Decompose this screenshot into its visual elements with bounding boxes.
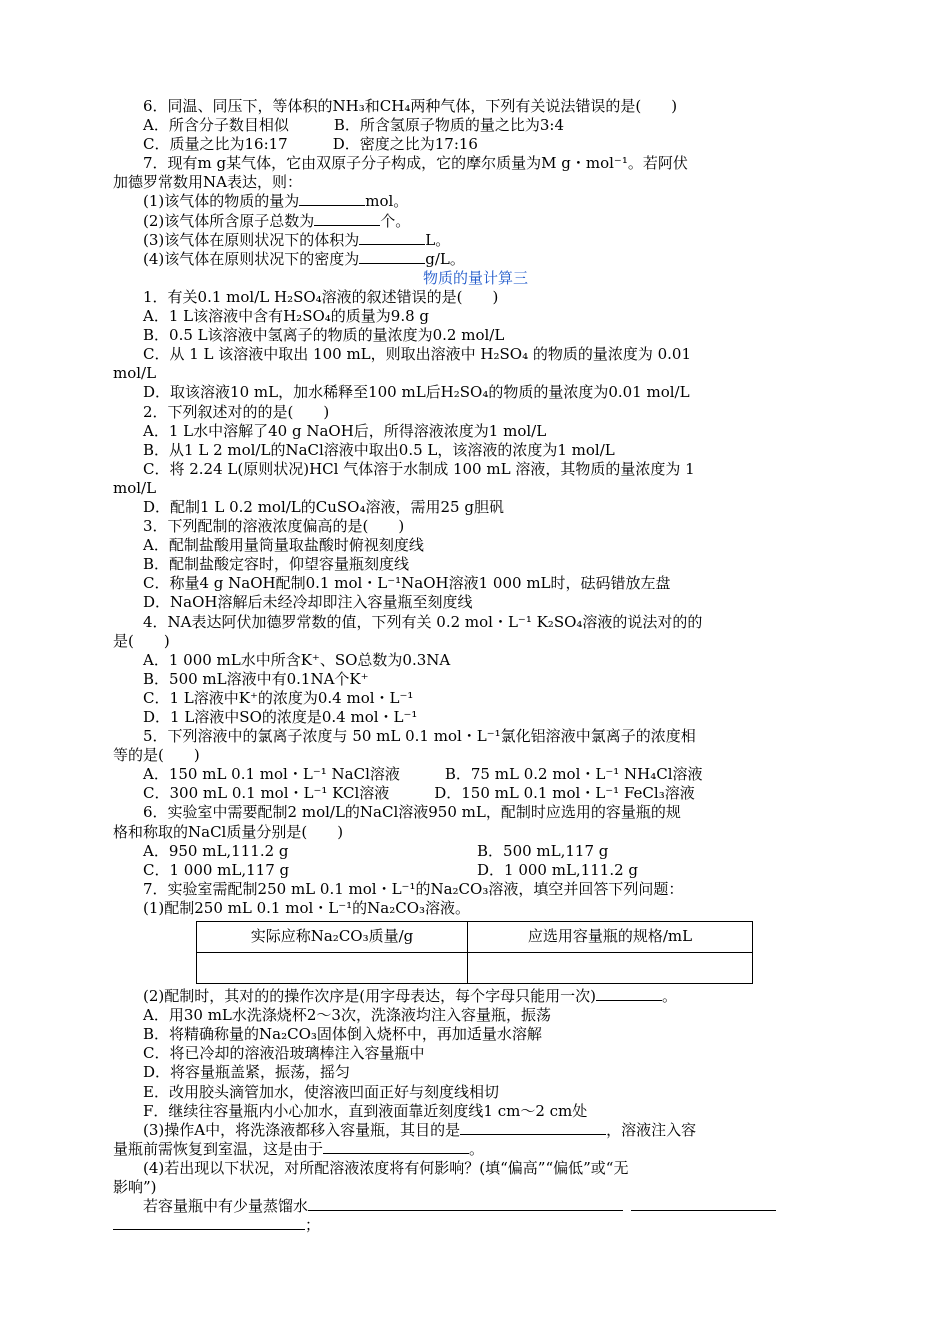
q4-stem-cont: 是( )	[113, 631, 170, 650]
document-body	[113, 97, 838, 1235]
q7-part2-text: (2)配制时，其对的的操作次序是(用字母表达，每个字母只能用一次)	[143, 987, 596, 1006]
q6-option-d: D．1 000 mL,111.2 g	[477, 860, 639, 879]
q1-option-c-cont: mol/L	[113, 364, 157, 383]
answer-blank[interactable]	[596, 987, 662, 1001]
q4-option-c: C．1 L溶液中K⁺的浓度为0.4 mol・L⁻¹	[143, 688, 414, 707]
prev-q6-stem: 6．同温、同压下，等体积的NH₃和CH₄两种气体，下列有关说法错误的是( )	[143, 97, 678, 115]
q3-option-a: A．配制盐酸用量筒量取盐酸时俯视刻度线	[143, 536, 424, 555]
answer-cell[interactable]	[197, 953, 468, 984]
q7-step-f: F．继续往容量瓶内小心加水，直到液面靠近刻度线1 cm～2 cm处	[143, 1101, 588, 1120]
q5-options-row1: A．150 mL 0.1 mol・L⁻¹ NaCl溶液 B．75 mL 0.2 mol・L⁻¹ NH₄Cl溶液	[143, 765, 703, 784]
q6-stem: 6．实验室中需要配制2 mol/L的NaCl溶液950 mL，配制时应选用的容量瓶的规	[143, 803, 681, 822]
answer-blank[interactable]	[460, 1121, 606, 1135]
answer-blank[interactable]	[631, 1197, 776, 1211]
q7-part2-end: 。	[661, 987, 677, 1006]
q1-option-a: A．1 L该溶液中含有H₂SO₄的质量为9.8 g	[143, 307, 430, 326]
answer-table	[196, 921, 753, 984]
q3-option-d: D．NaOH溶解后未经冷却即注入容量瓶至刻度线	[143, 593, 473, 612]
q7-part4: (4)若出现以下状况，对所配溶液浓度将有何影响？(填“偏高”“偏低”或“无	[143, 1158, 629, 1177]
q7-part4-cont: 影响”)	[113, 1177, 157, 1196]
q6-option-a: A．950 mL,111.2 g	[143, 841, 289, 860]
prev-q6-options-row2: C．质量之比为16:17 D．密度之比为17:16	[143, 135, 478, 154]
q2-option-a: A．1 L水中溶解了40 g NaOH后，所得溶液浓度为1 mol/L	[143, 421, 547, 440]
q7-part5-cont	[113, 1216, 838, 1235]
q3-option-c: C．称量4 g NaOH配制0.1 mol・L⁻¹NaOH溶液1 000 mL时，砝码错放左盘	[143, 574, 671, 593]
answer-cell[interactable]	[468, 953, 753, 984]
q5-stem: 5．下列溶液中的氯离子浓度与 50 mL 0.1 mol・L⁻¹氯化铝溶液中氯离子的浓度相	[143, 727, 696, 746]
prev-q7-sub2-unit: 个。	[380, 211, 411, 230]
table-header-cell: 应选用容量瓶的规格/mL	[468, 922, 753, 953]
q1-stem: 1．有关0.1 mol/L H₂SO₄溶液的叙述错误的是( )	[143, 287, 499, 306]
q7-part3-text2: ，溶液注入容	[606, 1120, 697, 1139]
prev-q7-sub3-unit: L。	[425, 230, 451, 249]
q7-part3-text3: 量瓶前需恢复到室温，这是由于	[113, 1139, 324, 1158]
q7-stem: 7．实验室需配制250 mL 0.1 mol・L⁻¹的Na₂CO₃溶液，填空并回答下列问题：	[143, 879, 684, 898]
q7-part3	[113, 1121, 838, 1140]
q6-stem-cont: 格和称取的NaCl质量分别是( )	[113, 822, 344, 841]
q2-option-d: D．配制1 L 0.2 mol/L的CuSO₄溶液，需用25 g胆矾	[143, 497, 504, 516]
q6-options-row1	[113, 842, 838, 861]
answer-blank[interactable]	[299, 192, 365, 206]
q7-step-e: E．改用胶头滴管加水，使溶液凹面正好与刻度线相切	[143, 1082, 499, 1101]
prev-q7-sub2	[113, 212, 838, 231]
prev-q6-options-row1: A．所含分子数目相似 B．所含氢原子物质的量之比为3:4	[143, 116, 564, 135]
answer-blank[interactable]	[359, 231, 425, 245]
prev-q7-stem-line2: 加德罗常数用NA表达，则：	[113, 173, 302, 192]
prev-q7-sub1-text: (1)该气体的物质的量为	[143, 192, 300, 211]
q7-part1: (1)配制250 mL 0.1 mol・L⁻¹的Na₂CO₃溶液。	[143, 898, 471, 917]
q3-option-b: B．配制盐酸定容时，仰望容量瓶刻度线	[143, 555, 410, 574]
q2-option-c: C．将 2.24 L(原则状况)HCl 气体溶于水制成 100 mL 溶液，其物质的量浓度为 1	[143, 459, 695, 478]
q6-options-row2	[113, 861, 838, 880]
q7-part5-text: 若容量瓶中有少量蒸馏水	[143, 1197, 309, 1216]
prev-q7-sub3-text: (3)该气体在原则状况下的体积为	[143, 230, 360, 249]
prev-q7-sub1	[113, 192, 838, 211]
answer-blank[interactable]	[323, 1140, 469, 1154]
table-header-cell: 实际应称Na₂CO₃质量/g	[197, 922, 468, 953]
q1-option-d: D．取该溶液10 mL，加水稀释至100 mL后H₂SO₄的物质的量浓度为0.01 mol/L	[143, 383, 690, 402]
q4-option-b: B．500 mL溶液中有0.1NA个K⁺	[143, 669, 369, 688]
answer-blank[interactable]	[359, 250, 425, 264]
q7-step-a: A．用30 mL水洗涤烧杯2～3次，洗涤液均注入容量瓶，振荡	[143, 1006, 551, 1025]
q7-step-d: D．将容量瓶盖紧，振荡，摇匀	[143, 1063, 351, 1082]
q4-option-a: A．1 000 mL水中所含K⁺、SO总数为0.3NA	[143, 650, 451, 669]
answer-blank[interactable]	[113, 1216, 305, 1230]
prev-q7-sub4-unit: g/L。	[425, 249, 465, 268]
q3-stem: 3．下列配制的溶液浓度偏高的是( )	[143, 517, 405, 536]
q1-option-b: B．0.5 L该溶液中氢离子的物质的量浓度为0.2 mol/L	[143, 326, 505, 345]
q7-step-b: B．将精确称量的Na₂CO₃固体倒入烧杯中，再加适量水溶解	[143, 1025, 542, 1044]
q2-option-b: B．从1 L 2 mol/L的NaCl溶液中取出0.5 L，该溶液的浓度为1 mol/L	[143, 440, 615, 459]
answer-blank[interactable]	[308, 1197, 623, 1211]
q7-part3-text: (3)操作A中，将洗涤液都移入容量瓶，其目的是	[143, 1120, 461, 1139]
q7-part3-end: 。	[469, 1139, 485, 1158]
q5-stem-cont: 等的是( )	[113, 746, 200, 765]
prev-q7-stem-line1: 7．现有m g某气体，它由双原子分子构成，它的摩尔质量为M g・mol⁻¹。若阿伏	[143, 154, 688, 173]
prev-q7-sub2-text: (2)该气体所含原子总数为	[143, 211, 315, 230]
prev-q7-sub4-text: (4)该气体在原则状况下的密度为	[143, 249, 360, 268]
table-header-row	[197, 922, 753, 953]
q6-option-b: B．500 mL,117 g	[477, 841, 609, 860]
q6-option-c: C．1 000 mL,117 g	[143, 860, 290, 879]
prev-q7-sub4	[113, 250, 838, 269]
q2-option-c-cont: mol/L	[113, 478, 157, 497]
prev-q7-sub3	[113, 231, 838, 250]
q4-stem: 4．NA表达阿伏加德罗常数的值，下列有关 0.2 mol・L⁻¹ K₂SO₄溶液的说法对的的	[143, 612, 703, 631]
section-title: 物质的量计算三	[422, 268, 528, 287]
q5-options-row2: C．300 mL 0.1 mol・L⁻¹ KCl溶液 D．150 mL 0.1 mol・L⁻¹ FeCl₃溶液	[143, 784, 695, 803]
table-row	[197, 953, 753, 984]
q2-stem: 2．下列叙述对的的是( )	[143, 402, 330, 421]
q7-step-c: C．将已冷却的溶液沿玻璃棒注入容量瓶中	[143, 1044, 425, 1063]
q7-part3-cont	[113, 1140, 838, 1159]
q1-option-c: C．从 1 L 该溶液中取出 100 mL，则取出溶液中 H₂SO₄ 的物质的量浓度为 0.01	[143, 345, 692, 364]
q7-part2	[113, 987, 838, 1006]
q7-part5-end: ；	[305, 1216, 321, 1235]
answer-blank[interactable]	[314, 212, 380, 226]
q7-part5	[113, 1197, 838, 1216]
q4-option-d: D．1 L溶液中SO的浓度是0.4 mol・L⁻¹	[143, 708, 418, 726]
prev-q7-sub1-unit: mol。	[365, 192, 409, 211]
